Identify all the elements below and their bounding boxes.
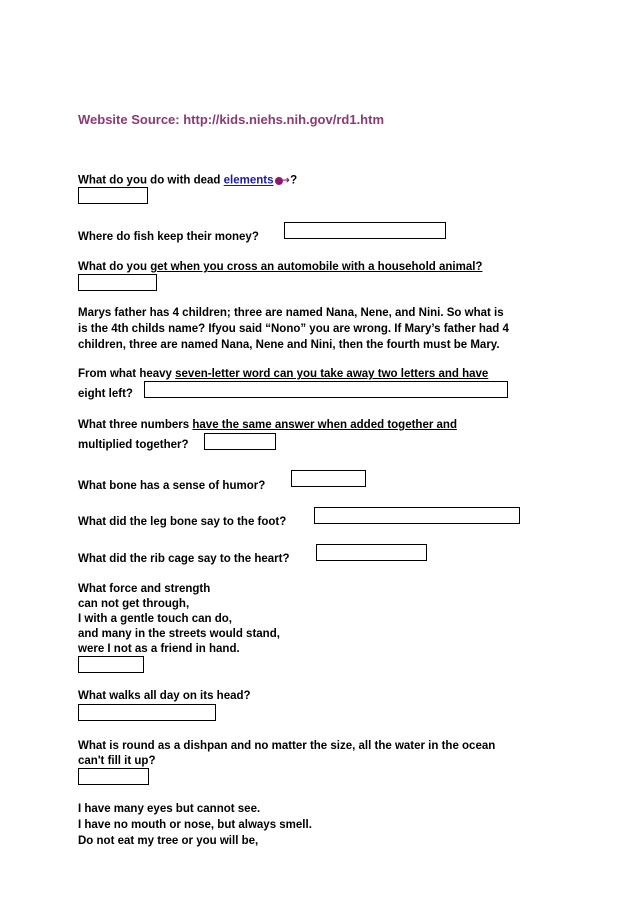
question-text: What do you	[78, 261, 151, 273]
question-marys-father-line-1: Marys father has 4 children; three are named Nana, Nene, and Nini. So what is	[78, 307, 504, 319]
question-text: From what heavy	[78, 368, 176, 380]
question-text-underlined: seven-letter word can you take away two letters and have	[175, 368, 489, 380]
website-source: Website Source: http://kids.niehs.nih.gov/rd1.htm	[78, 112, 385, 127]
question-dishpan-line-2: can't fill it up?	[78, 755, 156, 767]
answer-input-9[interactable]	[316, 544, 427, 561]
answer-input-10[interactable]	[78, 656, 144, 673]
question-dishpan-line-1: What is round as a dishpan and no matter the size, all the water in the ocean	[78, 740, 496, 752]
question-fish-money: Where do fish keep their money?	[78, 231, 259, 243]
riddle-eyes-line-1: I have many eyes but cannot see.	[78, 803, 261, 815]
answer-input-8[interactable]	[314, 507, 520, 524]
link-dot-icon	[275, 177, 283, 185]
riddle-eyes-line-2: I have no mouth or nose, but always smell.	[78, 819, 312, 831]
answer-input-12[interactable]	[78, 768, 149, 785]
riddle-key-line-5: were I not as a friend in hand.	[78, 643, 240, 655]
question-bone-humor: What bone has a sense of humor?	[78, 480, 266, 492]
link-arrow-icon: ➜	[282, 175, 291, 185]
question-leg-bone: What did the leg bone say to the foot?	[78, 516, 287, 528]
riddle-eyes-line-3: Do not eat my tree or you will be,	[78, 835, 259, 847]
riddle-key-line-3: I with a gentle touch can do,	[78, 613, 232, 625]
answer-input-3[interactable]	[78, 274, 157, 291]
answer-input-11[interactable]	[78, 704, 216, 721]
question-marys-father-line-3: children, three are named Nana, Nene and Nini, then the fourth must be Mary.	[78, 339, 500, 351]
elements-link[interactable]: elements	[223, 174, 274, 187]
answer-input-2[interactable]	[284, 222, 446, 239]
answer-input-6[interactable]	[204, 433, 276, 450]
question-text-underlined: get when you cross an automobile with a household animal?	[150, 261, 483, 273]
question-marys-father-line-2: is the 4th childs name? Ifyou said “Nono” you are wrong. If Mary’s father had 4	[78, 323, 509, 335]
question-seven-letter-line-2: eight left?	[78, 388, 133, 400]
question-three-numbers-line-1	[78, 418, 457, 433]
question-three-numbers-line-2: multiplied together?	[78, 439, 189, 451]
riddle-key-line-2: can not get through,	[78, 598, 190, 610]
riddle-key-line-1: What force and strength	[78, 583, 211, 595]
answer-input-1[interactable]	[78, 187, 148, 204]
answer-input-5[interactable]	[144, 381, 508, 398]
question-text: What three numbers	[78, 419, 193, 431]
question-text: What do you do with dead	[78, 174, 224, 187]
riddle-key-line-4: and many in the streets would stand,	[78, 628, 280, 640]
answer-input-7[interactable]	[291, 470, 366, 487]
question-automobile-animal	[78, 260, 482, 275]
question-text-underlined: have the same answer when added together and	[192, 419, 457, 431]
question-rib-cage: What did the rib cage say to the heart?	[78, 553, 290, 565]
question-seven-letter-line-1	[78, 367, 488, 382]
question-walks-on-head: What walks all day on its head?	[78, 690, 251, 702]
question-mark: ?	[290, 174, 298, 187]
